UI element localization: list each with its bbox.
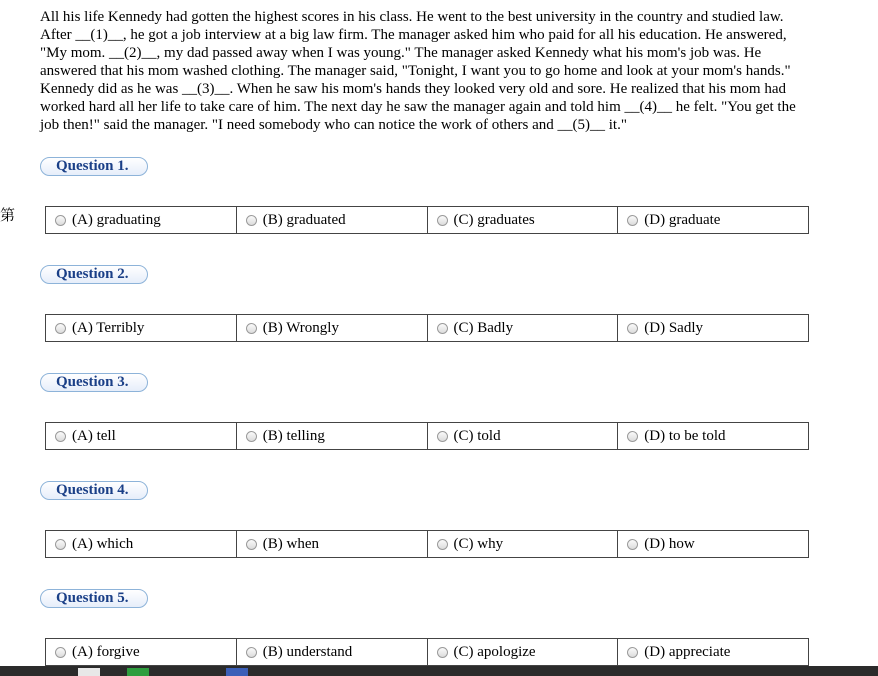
option-b[interactable] <box>237 207 428 233</box>
option-text: (B) telling <box>262 427 325 444</box>
option-text: (D) how <box>644 535 695 552</box>
options-row <box>45 422 809 450</box>
option-text: (A) graduating <box>72 211 161 228</box>
option-text: (D) to be told <box>644 427 726 444</box>
option-b[interactable] <box>237 315 428 341</box>
question-label: Question 2. <box>40 265 148 284</box>
option-text: (C) told <box>453 427 501 444</box>
radio-button[interactable] <box>55 647 66 658</box>
radio-button[interactable] <box>627 647 638 658</box>
option-b[interactable] <box>237 423 428 449</box>
option-d[interactable] <box>618 531 808 557</box>
radio-button[interactable] <box>55 323 66 334</box>
option-b[interactable] <box>237 639 428 665</box>
option-text: (D) appreciate <box>644 643 731 660</box>
radio-button[interactable] <box>437 539 448 550</box>
option-a[interactable] <box>46 315 237 341</box>
option-text: (C) why <box>453 535 504 552</box>
option-text: (C) graduates <box>453 211 535 228</box>
options-row <box>45 638 809 666</box>
option-c[interactable] <box>428 207 619 233</box>
radio-button[interactable] <box>627 539 638 550</box>
option-text: (D) graduate <box>644 211 721 228</box>
option-d[interactable] <box>618 315 808 341</box>
radio-button[interactable] <box>627 431 638 442</box>
option-text: (A) which <box>72 535 134 552</box>
radio-button[interactable] <box>246 323 257 334</box>
option-text: (A) tell <box>72 427 116 444</box>
option-text: (B) when <box>262 535 319 552</box>
option-text: (A) forgive <box>72 643 140 660</box>
options-row <box>45 206 809 234</box>
option-a[interactable] <box>46 207 237 233</box>
options-row <box>45 314 809 342</box>
radio-button[interactable] <box>55 215 66 226</box>
radio-button[interactable] <box>55 431 66 442</box>
option-d[interactable] <box>618 423 808 449</box>
option-text: (C) apologize <box>453 643 536 660</box>
option-text: (B) graduated <box>262 211 346 228</box>
question-label: Question 1. <box>40 157 148 176</box>
option-a[interactable] <box>46 639 237 665</box>
radio-button[interactable] <box>627 323 638 334</box>
radio-button[interactable] <box>437 647 448 658</box>
question-label: Question 5. <box>40 589 148 608</box>
options-row <box>45 530 809 558</box>
option-text: (D) Sadly <box>644 319 703 336</box>
radio-button[interactable] <box>246 431 257 442</box>
option-c[interactable] <box>428 531 619 557</box>
option-d[interactable] <box>618 207 808 233</box>
question-label: Question 4. <box>40 481 148 500</box>
option-c[interactable] <box>428 315 619 341</box>
reading-passage: All his life Kennedy had gotten the highest scores in his class. He went to the best university in the country and studied law. After __(1)__, he got a job interview at a big law firm. The manager asked him who paid for all his education. He answered, "My mom. __(2)__, my dad passed away when I was young." The manager asked Kennedy what his mom's job was. He answered that his mom washed clothing. The manager said, "Tonight, I want you to go home and look at your mom's hands." Kennedy did as he was __(3)__. When he saw his mom's hands they looked very old and sore. He realized that his mom had worked hard all her life to take care of him. The next day he saw the manager again and told him __(4)__ he felt. "You get the job then!" said the manager. "I need somebody who can notice the work of others and __(5)__ it." <box>40 9 796 133</box>
taskbar-app-icon[interactable] <box>226 668 248 676</box>
radio-button[interactable] <box>437 215 448 226</box>
option-a[interactable] <box>46 423 237 449</box>
side-character: 第 <box>0 206 16 224</box>
option-a[interactable] <box>46 531 237 557</box>
option-c[interactable] <box>428 639 619 665</box>
option-b[interactable] <box>237 531 428 557</box>
option-text: (B) Wrongly <box>262 319 339 336</box>
radio-button[interactable] <box>246 647 257 658</box>
option-c[interactable] <box>428 423 619 449</box>
radio-button[interactable] <box>437 323 448 334</box>
taskbar-app-icon[interactable] <box>78 668 100 676</box>
taskbar <box>0 666 878 676</box>
option-text: (A) Terribly <box>72 319 145 336</box>
option-d[interactable] <box>618 639 808 665</box>
radio-button[interactable] <box>246 215 257 226</box>
taskbar-app-icon[interactable] <box>127 668 149 676</box>
radio-button[interactable] <box>627 215 638 226</box>
radio-button[interactable] <box>437 431 448 442</box>
radio-button[interactable] <box>246 539 257 550</box>
question-label: Question 3. <box>40 373 148 392</box>
radio-button[interactable] <box>55 539 66 550</box>
option-text: (B) understand <box>262 643 353 660</box>
option-text: (C) Badly <box>453 319 514 336</box>
